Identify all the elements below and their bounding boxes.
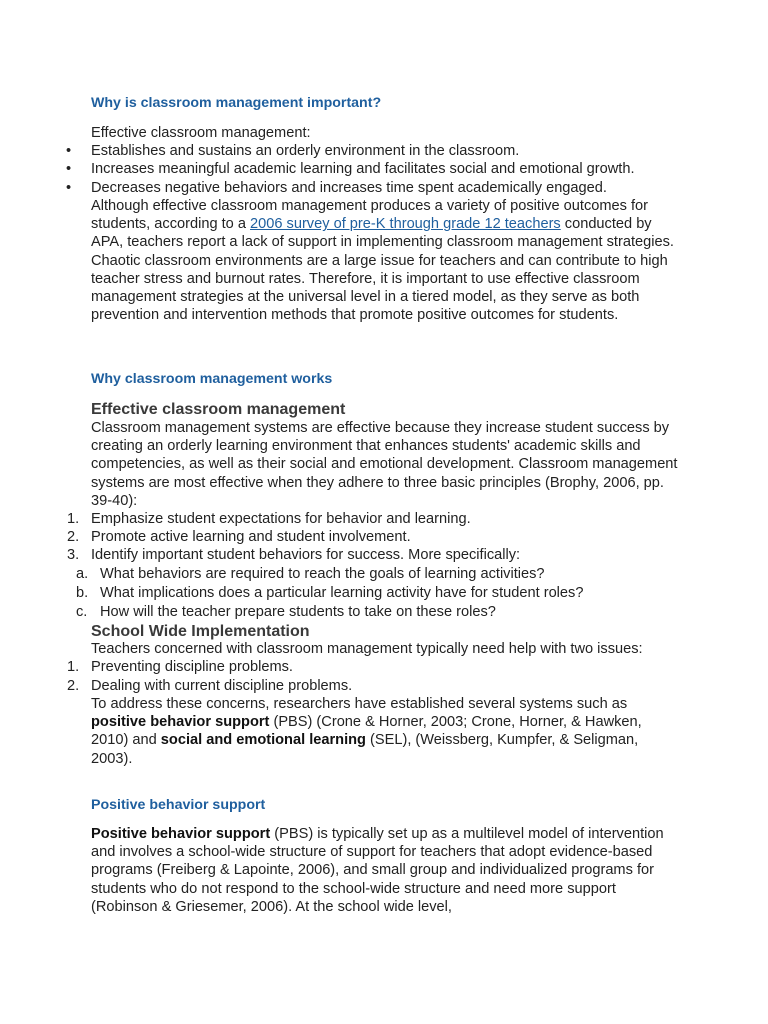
number-marker: 2.: [67, 678, 80, 694]
heading-why-important: Why is classroom management important?: [91, 95, 382, 111]
numbered-item: Promote active learning and student involvement.: [91, 529, 411, 545]
letter-marker: b.: [76, 585, 89, 601]
heading-why-works: Why classroom management works: [91, 371, 333, 387]
term-pbs: positive behavior support: [91, 714, 270, 731]
letter-marker: a.: [76, 566, 89, 582]
bullet-item: Increases meaningful academic learning and facilitates social and emotional growth.: [91, 161, 635, 177]
numbered-item: Preventing discipline problems.: [91, 659, 293, 675]
heading-pbs: Positive behavior support: [91, 797, 266, 813]
subheading-school-wide: School Wide Implementation: [91, 623, 310, 640]
lettered-item: How will the teacher prepare students to take on these roles?: [100, 604, 496, 620]
bullet-item: Establishes and sustains an orderly environment in the classroom.: [91, 143, 520, 159]
intro-text: Effective classroom management:: [91, 125, 311, 141]
numbered-item: Emphasize student expectations for behavior and learning.: [91, 511, 471, 527]
term-sel: social and emotional learning: [160, 732, 366, 749]
number-marker: 1.: [67, 511, 80, 527]
paragraph-concerns: To address these concerns, researchers have established several systems such as positive behavior support (PBS) (Crone & Horner, 2003; Crone, Horner, & Hawken, 2010) and social and emotional learning (SEL), (Weissberg, Kumpfer, & Seligman, 2003).: [91, 696, 642, 767]
paragraph-effective: Classroom management systems are effective because they increase student success by creating an orderly learning environment that enhances students' academic skills and competencies, as well as their social and emotional development. Classroom management systems are most effective when they adhere to three basic principles (Brophy, 2006, pp. 39-40):: [91, 420, 678, 509]
lettered-item: What behaviors are required to reach the goals of learning activities?: [100, 566, 545, 582]
school-wide-intro: Teachers concerned with classroom management typically need help with two issues:: [91, 641, 643, 657]
paragraph-pbs: Positive behavior support (PBS) is typically set up as a multilevel model of intervention and involves a school-wide structure of support for teachers that adopt evidence-based programs (Freiberg & Lapointe, 2006), and small group and individualized programs for students who do not respond to the school-wide structure and need more support (Robinson & Griesemer, 2006). At the school wide level,: [91, 826, 664, 915]
bullet-item: Decreases negative behaviors and increases time spent academically engaged.: [91, 180, 607, 196]
subheading-effective: Effective classroom management: [91, 401, 346, 418]
number-marker: 3.: [67, 547, 80, 563]
survey-link[interactable]: 2006 survey of pre-K through grade 12 teachers: [250, 216, 561, 233]
lettered-item: What implications does a particular learning activity have for student roles?: [100, 585, 584, 601]
bullet-marker: •: [66, 143, 72, 159]
number-marker: 2.: [67, 529, 80, 545]
bullet-marker: •: [66, 161, 72, 177]
term-pbs: Positive behavior support: [91, 826, 271, 842]
paragraph-support: Although effective classroom management produces a variety of positive outcomes for students, according to a 2006 survey of pre-K through grade 12 teachers conducted by APA, teachers report a lack of support in implementing classroom management strategies. Chaotic classroom environments are a large issue for teachers and can contribute to high teacher stress and burnout rates. Therefore, it is important to use effective classroom management strategies at the universal level in a tiered model, as they serve as both prevention and intervention methods that promote positive outcomes for students.: [91, 198, 674, 324]
number-marker: 1.: [67, 659, 80, 675]
numbered-item: Identify important student behaviors for success. More specifically:: [91, 547, 521, 563]
letter-marker: c.: [76, 604, 88, 620]
numbered-item: Dealing with current discipline problems.: [91, 678, 353, 694]
bullet-marker: •: [66, 180, 72, 196]
